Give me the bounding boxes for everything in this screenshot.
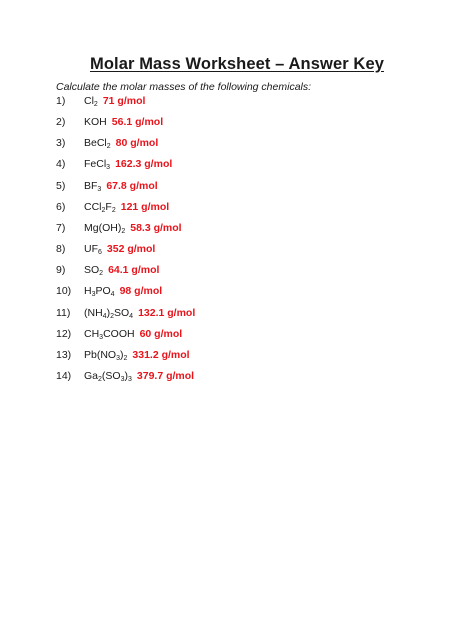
formula-subscript: 2	[106, 143, 111, 151]
formula-subscript: 3	[120, 375, 125, 383]
formula-subscript: 3	[91, 291, 96, 299]
formula-subscript: 2	[110, 312, 114, 320]
problem-number: 13)	[56, 348, 72, 361]
chemical-formula	[84, 136, 111, 150]
chemical-formula	[84, 221, 125, 235]
chemical-formula	[84, 327, 135, 341]
formula-text: SO	[84, 264, 100, 277]
chemical-formula	[84, 157, 110, 171]
formula-subscript: 2	[101, 206, 106, 214]
problem-item	[56, 306, 195, 320]
problem-number: 11)	[56, 306, 71, 319]
problem-item	[56, 200, 169, 214]
problem-number: 1)	[56, 95, 66, 107]
chemical-formula	[84, 94, 98, 108]
molar-mass-answer: 64.1 g/mol	[108, 264, 160, 277]
formula-text: KOH	[84, 116, 107, 129]
formula-subscript: 2	[123, 354, 128, 362]
formula-subscript: 4	[102, 312, 107, 320]
formula-subscript: 2	[111, 206, 116, 214]
formula-text: BF	[84, 179, 98, 192]
formula-text: CH	[84, 327, 100, 340]
problem-item	[56, 157, 172, 171]
chemical-formula	[84, 284, 115, 298]
problem-item	[56, 94, 145, 108]
formula-text: CCl	[84, 200, 102, 213]
formula-subscript: 6	[98, 249, 102, 257]
formula-text: COOH	[103, 327, 135, 340]
formula-subscript: 3	[116, 354, 120, 362]
instructions-text: Calculate the molar masses of the following chemicals:	[56, 81, 312, 93]
formula-subscript: 3	[97, 185, 102, 193]
chemical-formula	[84, 348, 127, 362]
chemical-formula	[84, 200, 116, 214]
formula-subscript: 2	[121, 227, 126, 235]
problem-number: 3)	[56, 137, 66, 150]
problem-item	[56, 242, 155, 256]
problem-item	[56, 284, 162, 298]
problem-number: 7)	[56, 221, 66, 234]
formula-text: BeCl	[84, 137, 107, 150]
formula-subscript: 2	[93, 101, 98, 108]
molar-mass-answer: 80 g/mol	[115, 137, 159, 150]
formula-text: (SO	[101, 369, 121, 382]
problem-number: 4)	[56, 158, 66, 171]
formula-text: )	[120, 348, 124, 361]
molar-mass-answer: 67.8 g/mol	[106, 179, 158, 192]
molar-mass-answer: 379.7 g/mol	[136, 369, 195, 382]
formula-text: UF	[84, 243, 98, 256]
formula-subscript: 2	[99, 270, 104, 278]
problem-item	[56, 179, 158, 193]
problem-number: 2)	[56, 116, 66, 129]
formula-text: PO	[95, 285, 111, 298]
problem-item	[56, 263, 159, 277]
formula-subscript: 4	[129, 312, 134, 320]
molar-mass-answer: 60 g/mol	[139, 327, 183, 340]
chemical-formula	[84, 306, 133, 320]
chemical-formula	[84, 115, 107, 129]
formula-text: )	[124, 369, 128, 382]
molar-mass-answer: 98 g/mol	[119, 285, 163, 298]
problem-item	[56, 221, 182, 235]
molar-mass-answer: 121 g/mol	[120, 200, 170, 213]
formula-text: Pb(NO	[84, 348, 117, 361]
formula-text: H	[84, 285, 92, 298]
molar-mass-answer: 58.3 g/mol	[130, 221, 182, 234]
problem-item	[56, 327, 182, 341]
problem-number: 10)	[56, 285, 72, 298]
formula-subscript: 4	[110, 291, 115, 299]
molar-mass-answer: 352 g/mol	[106, 243, 156, 256]
molar-mass-answer: 71 g/mol	[102, 95, 146, 107]
page-title: Molar Mass Worksheet – Answer Key	[90, 55, 384, 73]
problem-item	[56, 136, 158, 150]
formula-text: Ga	[84, 369, 99, 382]
formula-text: (NH	[84, 306, 103, 319]
problem-item	[56, 348, 190, 362]
molar-mass-answer: 331.2 g/mol	[132, 348, 190, 361]
formula-subscript: 2	[98, 375, 102, 383]
problem-item	[56, 369, 194, 383]
formula-subscript: 3	[99, 333, 104, 341]
formula-text: FeCl	[84, 158, 107, 171]
molar-mass-answer: 132.1 g/mol	[138, 306, 196, 319]
formula-subscript: 3	[128, 375, 132, 383]
problem-number: 9)	[56, 264, 66, 277]
formula-text: SO	[113, 306, 130, 319]
molar-mass-answer: 56.1 g/mol	[111, 116, 164, 129]
chemical-formula	[84, 263, 103, 277]
problem-number: 14)	[56, 369, 72, 382]
chemical-formula	[84, 369, 132, 383]
formula-subscript: 3	[106, 164, 111, 172]
chemical-formula	[84, 242, 102, 256]
problem-number: 6)	[56, 200, 66, 213]
problem-number: 5)	[56, 179, 66, 192]
chemical-formula	[84, 179, 101, 193]
formula-text: )	[106, 306, 111, 319]
formula-text: Cl	[84, 95, 94, 107]
problem-number: 8)	[56, 243, 66, 256]
molar-mass-answer: 162.3 g/mol	[115, 158, 173, 171]
formula-text: F	[105, 200, 112, 213]
problem-item	[56, 115, 163, 129]
formula-text: Mg(OH)	[84, 221, 122, 234]
problem-number: 12)	[56, 327, 72, 340]
